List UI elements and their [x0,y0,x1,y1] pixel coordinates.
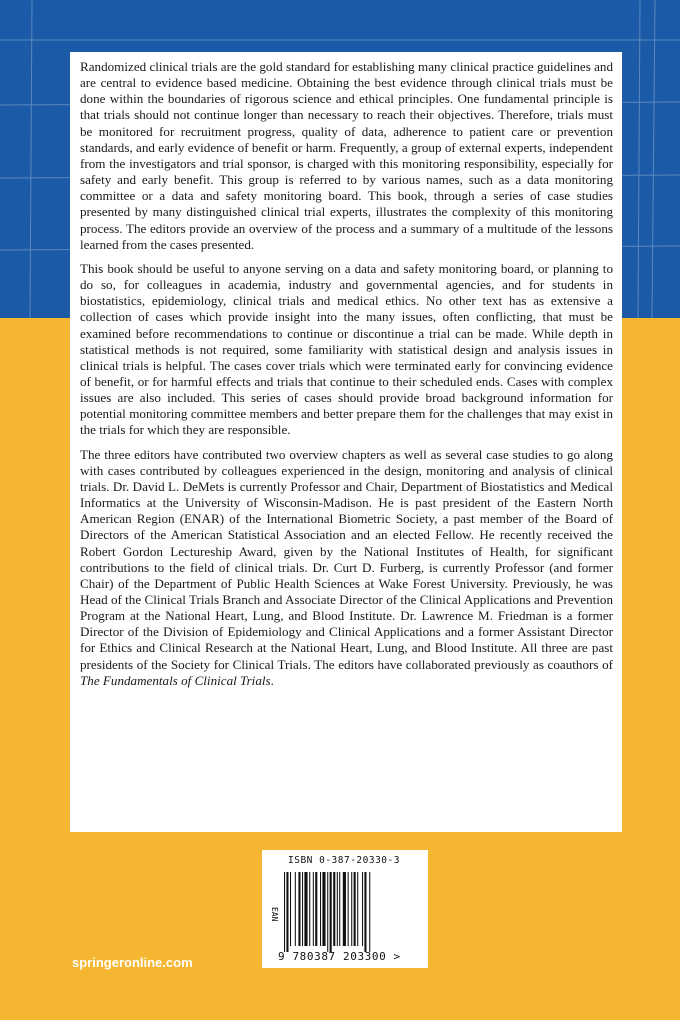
barcode-bar [343,872,346,946]
barcode-bar [333,872,335,946]
barcode-bar [284,872,285,952]
ean-digits: 9 780387 203300 > [278,950,401,963]
barcode-bar [327,872,328,952]
barcode-bar [298,872,300,946]
barcode-bar [295,872,296,946]
paragraph-audience: This book should be useful to anyone serving on a data and safety monitoring board, or planning to do so, for colleagues in academia, industry and governmental agencies, and for students in biostatistics, epidemiology, clinical trials and medical ethics. No other text has as extensive a collection of cases which provide insight into the many issues, often conflicting, that must be examined before recommendations to continue or discontinue a trial can be made. While depth in statistical methods is not required, some familiarity with statistical design and analysis issues in clinical trials is helpful. The cases cover trials which were terminated early for convincing evidence of benefit, or for harmful effects and trials that continue to their scheduled ends. Cases with complex issues are also included. This series of cases should provide broad background information for potential monitoring committee members and better prepare them for the challenges that may exist in the trials for which they are responsible. [80,260,613,438]
barcode-bar [304,872,307,946]
barcode-bar [290,872,291,946]
description-text-panel [70,52,622,832]
paragraph-editors-text: The three editors have contributed two overview chapters as well as several case studies to go along with cases contributed by colleagues experienced in the design, monitoring and analysis of clinical trials. Dr. David L. DeMets is currently Professor and Chair, Department of Biostatistics and Medical Informatics at the University of Wisconsin-Madison. He is past president of the Eastern North American Region (ENAR) of the International Biometric Society, a past member of the Board of Directors of the American Statistical Association and an elected Fellow. He recently received the Robert Gordon Lectureship Award, given by the National Institutes of Health, for significant contributions to the field of clinical trials. Dr. Curt D. Furberg, is currently Professor (and former Chair) of the Department of Public Health Sciences at Wake Forest University. Previously, he was Head of the Clinical Trials Branch and Associate Director of the Clinical Applications and Prevention Program at the National Heart, Lung, and Blood Institute. Dr. Lawrence M. Friedman is a former Director of the Division of Epidemiology and Clinical Applications and a former Assistant Director for Ethics and Clinical Research at the National Heart, Lung, and Blood Institute. All three are past presidents of the Society for Clinical Trials. The editors have collaborated previously as coauthors of [80,446,613,672]
paragraph-overview: Randomized clinical trials are the gold standard for establishing many clinical practice guidelines and are central to evidence based medicine. Obtaining the best evidence through clinical trials must be done within the boundaries of rigorous science and ethical principles. One fundamental principle is that trials should not continue longer than necessary to reach their objectives. Therefore, trials must be monitored for recruitment progress, quality of data, adherence to patient care or prevention standards, and early evidence of benefit or harm. Frequently, a group of external experts, independent from the investigators and trial sponsor, is charged with this monitoring responsibility, especially for safety and early benefit. This group is referred to by various names, such as a data monitoring committee or a data and safety monitoring board. This book, through a series of case studies presented by many distinguished clinical trial experts, illustrates the complexity of this monitoring process. The editors provide an overview of the process and a summary of a multitude of the lessons learned from the cases presented. [80,59,613,252]
barcode-bar [339,872,340,946]
book-title-italic: The Fundamentals of Clinical Trials [80,672,271,688]
barcode-bar [320,872,321,946]
isbn-barcode [262,850,428,968]
publisher-website[interactable]: springeronline.com [72,955,193,970]
isbn-text: ISBN 0-387-20330-3 [288,855,400,866]
barcode-bar [302,872,303,946]
barcode-bar [337,872,338,946]
barcode-bar [357,872,358,946]
barcode-bar [362,872,363,946]
barcode-bar [322,872,325,946]
barcode-bar [286,872,288,952]
barcode-bar [348,872,349,946]
ean-label: EAN [270,907,279,922]
barcode-bar [369,872,370,952]
barcode-bar [351,872,352,946]
barcode-bars [284,872,408,952]
barcode-bar [354,872,356,946]
barcode-bar [364,872,366,952]
book-title-period: . [270,672,274,688]
barcode-bar [309,872,310,946]
paragraph-editors [80,447,613,689]
barcode-bar [315,872,317,946]
barcode-bar [313,872,314,946]
barcode-bar [330,872,332,952]
